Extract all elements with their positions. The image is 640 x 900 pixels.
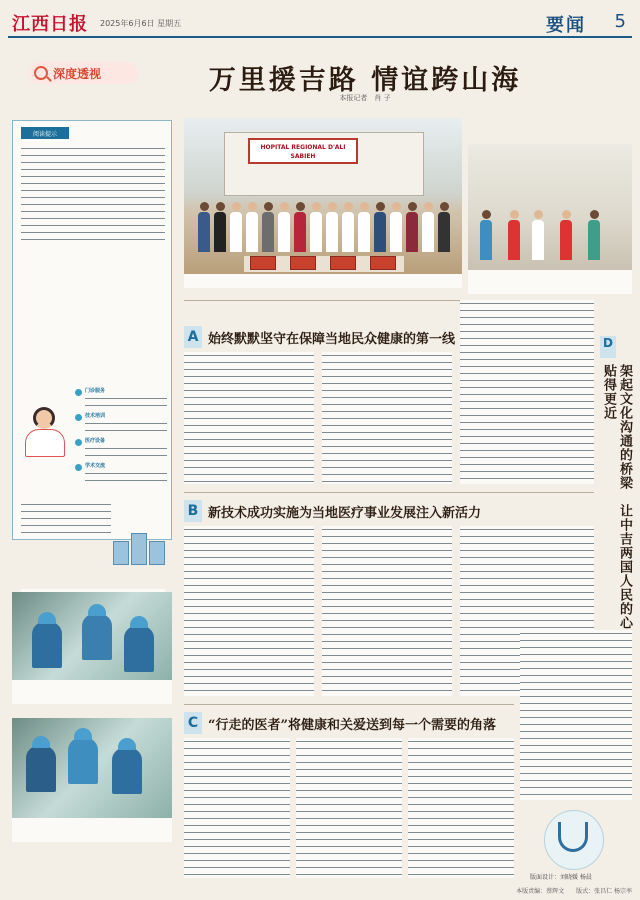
- section-badge: A: [184, 326, 202, 348]
- article-body: [184, 526, 314, 696]
- byline: 本报记者 肖 子: [339, 94, 391, 102]
- section-b-title: [184, 500, 481, 522]
- section-badge: C: [184, 712, 202, 734]
- article-body: [408, 738, 514, 878]
- newspaper-logo: 江西日报: [12, 14, 88, 35]
- masthead: [8, 8, 632, 38]
- magnifier-icon: [34, 66, 48, 80]
- group-photo: [184, 118, 462, 288]
- list-item: 医疗设备: [75, 437, 167, 461]
- photo-caption: [12, 680, 172, 704]
- list-item: 学术交流: [75, 462, 167, 486]
- article-body: [520, 630, 632, 800]
- list-item: 门诊服务: [75, 387, 167, 411]
- article-body: [184, 738, 290, 878]
- section-badge: B: [184, 500, 202, 522]
- column-tag: [28, 62, 138, 84]
- service-list: [75, 387, 167, 487]
- page-footer: 本版责编：蔡辉文 版式：张昌仁 杨宗率: [516, 888, 632, 895]
- photo-caption: [184, 274, 462, 288]
- side-photo: [468, 144, 632, 294]
- section-heading: 始终默默坚守在保障当地民众健康的第一线: [208, 331, 456, 347]
- surgery-photo: [12, 592, 172, 704]
- section-c-title: [184, 712, 496, 734]
- hospital-sign: HOPITAL REGIONAL D'ALI SABIEH: [248, 138, 358, 164]
- photo-caption: [12, 818, 172, 842]
- reading-tips-sidebar: [12, 120, 172, 540]
- sidebar-intro-text: [21, 145, 165, 241]
- photo-caption: [468, 270, 632, 294]
- section-heading: 新技术成功实施为当地医疗事业发展注入新活力: [208, 505, 482, 521]
- column-tag-label: 深度透视: [53, 66, 102, 81]
- section-d-title: [600, 336, 632, 630]
- sidebar-tag: 阅读提示: [21, 127, 69, 139]
- section-heading: “行走的医者”将健康和关爱送到每一个需要的角落: [208, 717, 496, 733]
- article-body: [460, 300, 594, 484]
- hospital-icon: [113, 531, 167, 565]
- page-number: 5: [614, 11, 626, 32]
- stethoscope-icon: [558, 822, 588, 852]
- issue-date: 2025年6月6日 星期五: [100, 19, 182, 28]
- list-item: 技术培训: [75, 412, 167, 436]
- article-body: [184, 352, 314, 484]
- article-body: [322, 526, 452, 696]
- surgery-photo: [12, 718, 172, 842]
- doctor-illustration: [23, 403, 67, 459]
- main-headline: 万里援吉路 情谊跨山海: [208, 65, 522, 96]
- article-body: [322, 352, 452, 484]
- section-name: 要闻: [546, 15, 586, 36]
- article-body: [296, 738, 402, 878]
- section-a-title: [184, 326, 455, 348]
- stethoscope-illustration: [520, 806, 632, 882]
- sidebar-closing-text: [21, 501, 111, 533]
- section-badge: D: [600, 336, 616, 358]
- illustration-caption: 版面设计：刘晓媛 杨晨: [530, 874, 592, 881]
- section-heading: 架起文化沟通的桥梁 让中吉两国人民的心贴得更近: [601, 364, 632, 630]
